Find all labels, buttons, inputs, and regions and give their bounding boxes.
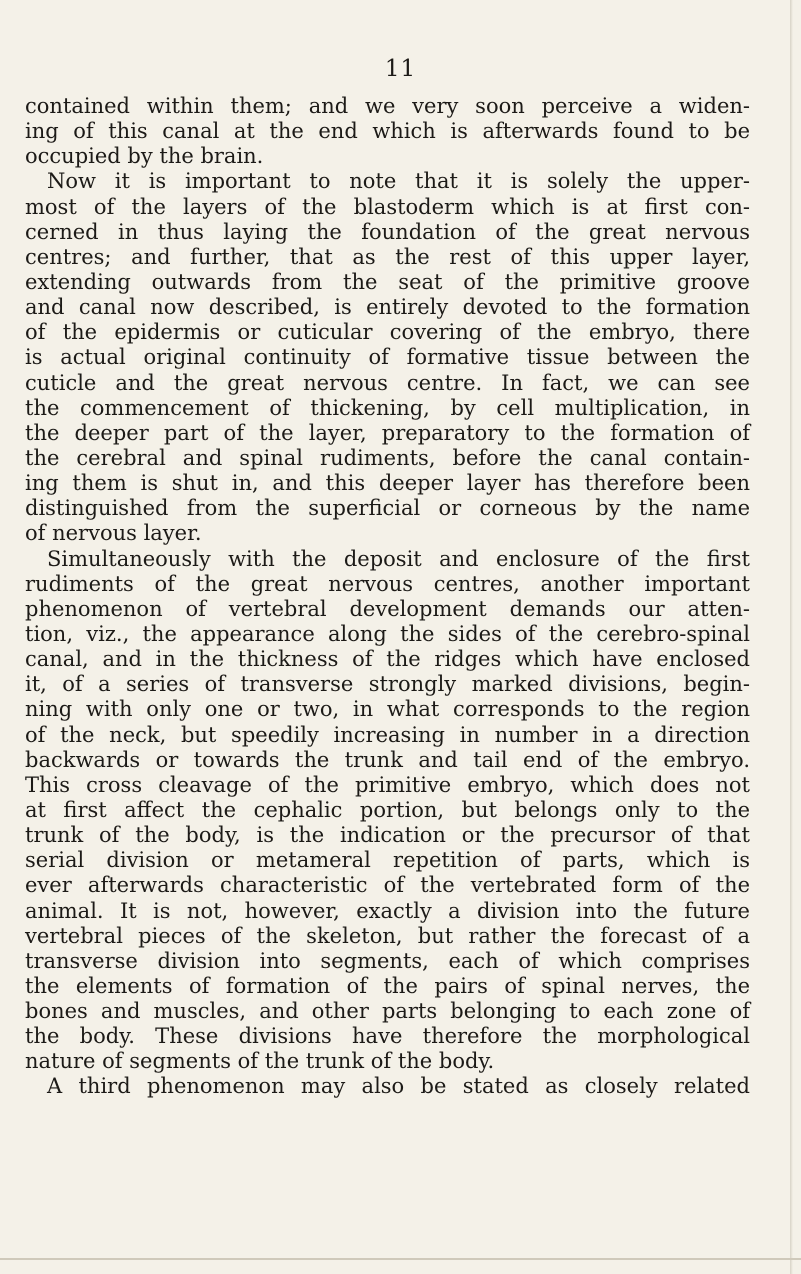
text-line: A third phenomenon may also be stated as closely related — [47, 1074, 750, 1099]
text-line: ing them is shut in, and this deeper layer has therefore been — [25, 471, 750, 496]
text-line: phenomenon of vertebral development demands our atten- — [25, 596, 750, 621]
text-line: nature of segments of the trunk of the body. — [25, 1049, 495, 1074]
body-text — [25, 94, 750, 1100]
text-line: serial division or metameral repetition of parts, which is — [25, 848, 750, 873]
text-line: the body. These divisions have therefore the morphological — [25, 1024, 750, 1049]
text-line: the elements of formation of the pairs of spinal nerves, the — [25, 973, 750, 998]
page-bottom-edge — [0, 1258, 801, 1260]
text-line: tion, viz., the appearance along the sides of the cerebro-spinal — [25, 621, 750, 646]
text-line: the commencement of thickening, by cell multiplication, in — [25, 395, 750, 420]
text-line: canal, and in the thickness of the ridges which have enclosed — [25, 647, 750, 672]
text-line: backwards or towards the trunk and tail end of the embryo. — [25, 747, 750, 772]
text-line: This cross cleavage of the primitive embryo, which does not — [25, 772, 750, 797]
text-line: rudiments of the great nervous centres, another important — [25, 571, 750, 596]
page-edge — [790, 0, 793, 1274]
text-line: contained within them; and we very soon perceive a widen- — [25, 94, 750, 118]
text-line: the cerebral and spinal rudiments, before the canal contain- — [25, 445, 750, 470]
text-line: of nervous layer. — [25, 521, 202, 546]
text-line: Simultaneously with the deposit and enclosure of the first — [47, 546, 750, 571]
text-line: ning with only one or two, in what corresponds to the region — [25, 697, 750, 722]
text-line: extending outwards from the seat of the primitive groove — [25, 269, 750, 294]
text-line: vertebral pieces of the skeleton, but rather the forecast of a — [25, 923, 750, 948]
text-line: ever afterwards characteristic of the vertebrated form of the — [25, 873, 750, 898]
text-line: distinguished from the superficial or corneous by the name — [25, 496, 750, 521]
text-line: transverse division into segments, each of which comprises — [25, 948, 750, 973]
text-line: most of the layers of the blastoderm which is at first con- — [25, 194, 750, 219]
text-line: occupied by the brain. — [25, 144, 264, 169]
text-line: Now it is important to note that it is solely the upper- — [47, 169, 750, 194]
text-line: trunk of the body, is the indication or the precursor of that — [25, 823, 750, 848]
text-line: at first affect the cephalic portion, but belongs only to the — [25, 797, 750, 822]
text-line: cuticle and the great nervous centre. In fact, we can see — [25, 370, 750, 395]
page-number: 11 — [384, 56, 417, 82]
text-line: and canal now described, is entirely devoted to the formation — [25, 295, 750, 320]
text-line: the deeper part of the layer, preparatory to the formation of — [25, 420, 750, 445]
text-line: is actual original continuity of formative tissue between the — [25, 345, 750, 370]
text-line: cerned in thus laying the foundation of the great nervous — [25, 219, 750, 244]
text-line: bones and muscles, and other parts belonging to each zone of — [25, 999, 750, 1024]
text-line: it, of a series of transverse strongly marked divisions, begin- — [25, 672, 750, 697]
text-line: ing of this canal at the end which is afterwards found to be — [25, 119, 750, 144]
text-line: of the epidermis or cuticular covering of the embryo, there — [25, 320, 750, 345]
text-line: animal. It is not, however, exactly a division into the future — [25, 898, 750, 923]
text-line: centres; and further, that as the rest of this upper layer, — [25, 244, 750, 269]
text-line: of the neck, but speedily increasing in number in a direction — [25, 722, 750, 747]
